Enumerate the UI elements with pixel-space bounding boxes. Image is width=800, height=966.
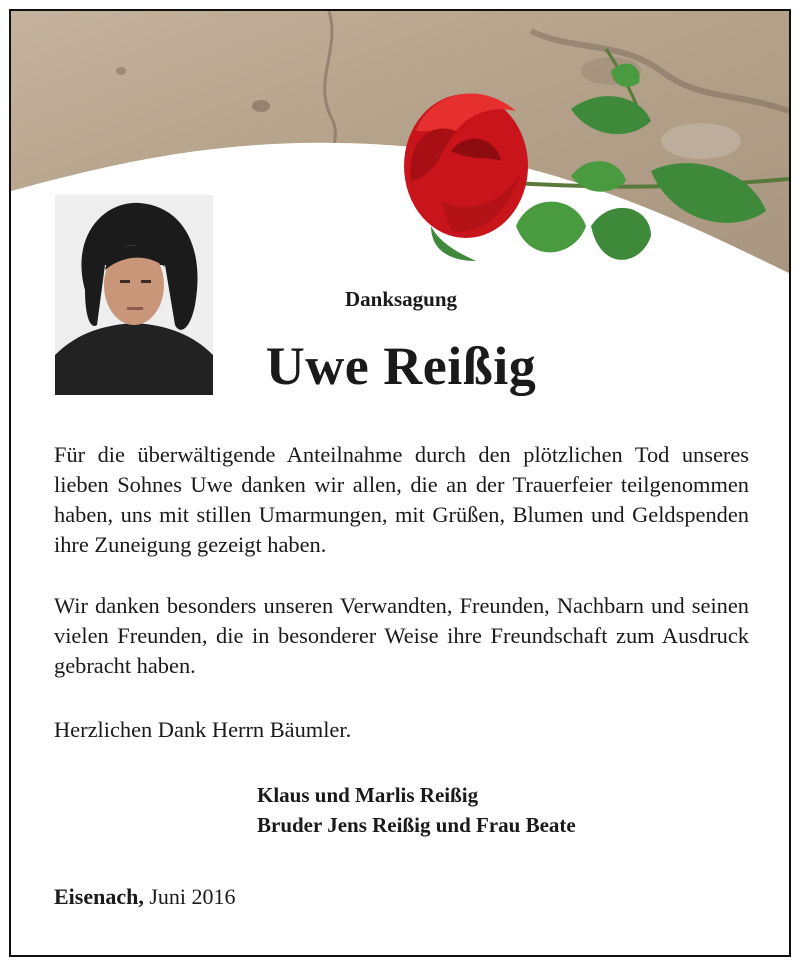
thanks-paragraph-2: Wir danken besonders unseren Verwandten, Freunden, Nachbarn und seinen vielen Freunden, die in besonderer Weise ihre Freundschaft zum Ausdruck gebracht haben. — [54, 593, 749, 678]
deceased-name: Uwe Reißig — [265, 336, 537, 396]
portrait-photo — [55, 195, 213, 395]
signature-line-1: Klaus und Marlis Reißig — [257, 783, 479, 807]
signature-line-2: Bruder Jens Reißig und Frau Beate — [257, 813, 576, 837]
thanks-paragraph-1: Für die überwältigende Anteilnahme durch den plötzlichen Tod unseres lieben Sohnes Uwe danken wir allen, die an der Trauerfeier teilgenommen haben, uns mit stillen Umarmungen, mit Grüßen, Blumen und Geldspenden ihre Zuneigung gezeigt haben. — [54, 442, 749, 557]
subtitle: Danksagung — [344, 287, 458, 311]
place: Eisenach, — [54, 884, 144, 909]
obituary-card — [9, 9, 791, 957]
place-date — [54, 884, 236, 910]
date: Juni 2016 — [149, 884, 236, 909]
thanks-paragraph-3: Herzlichen Dank Herrn Bäumler. — [54, 717, 352, 742]
